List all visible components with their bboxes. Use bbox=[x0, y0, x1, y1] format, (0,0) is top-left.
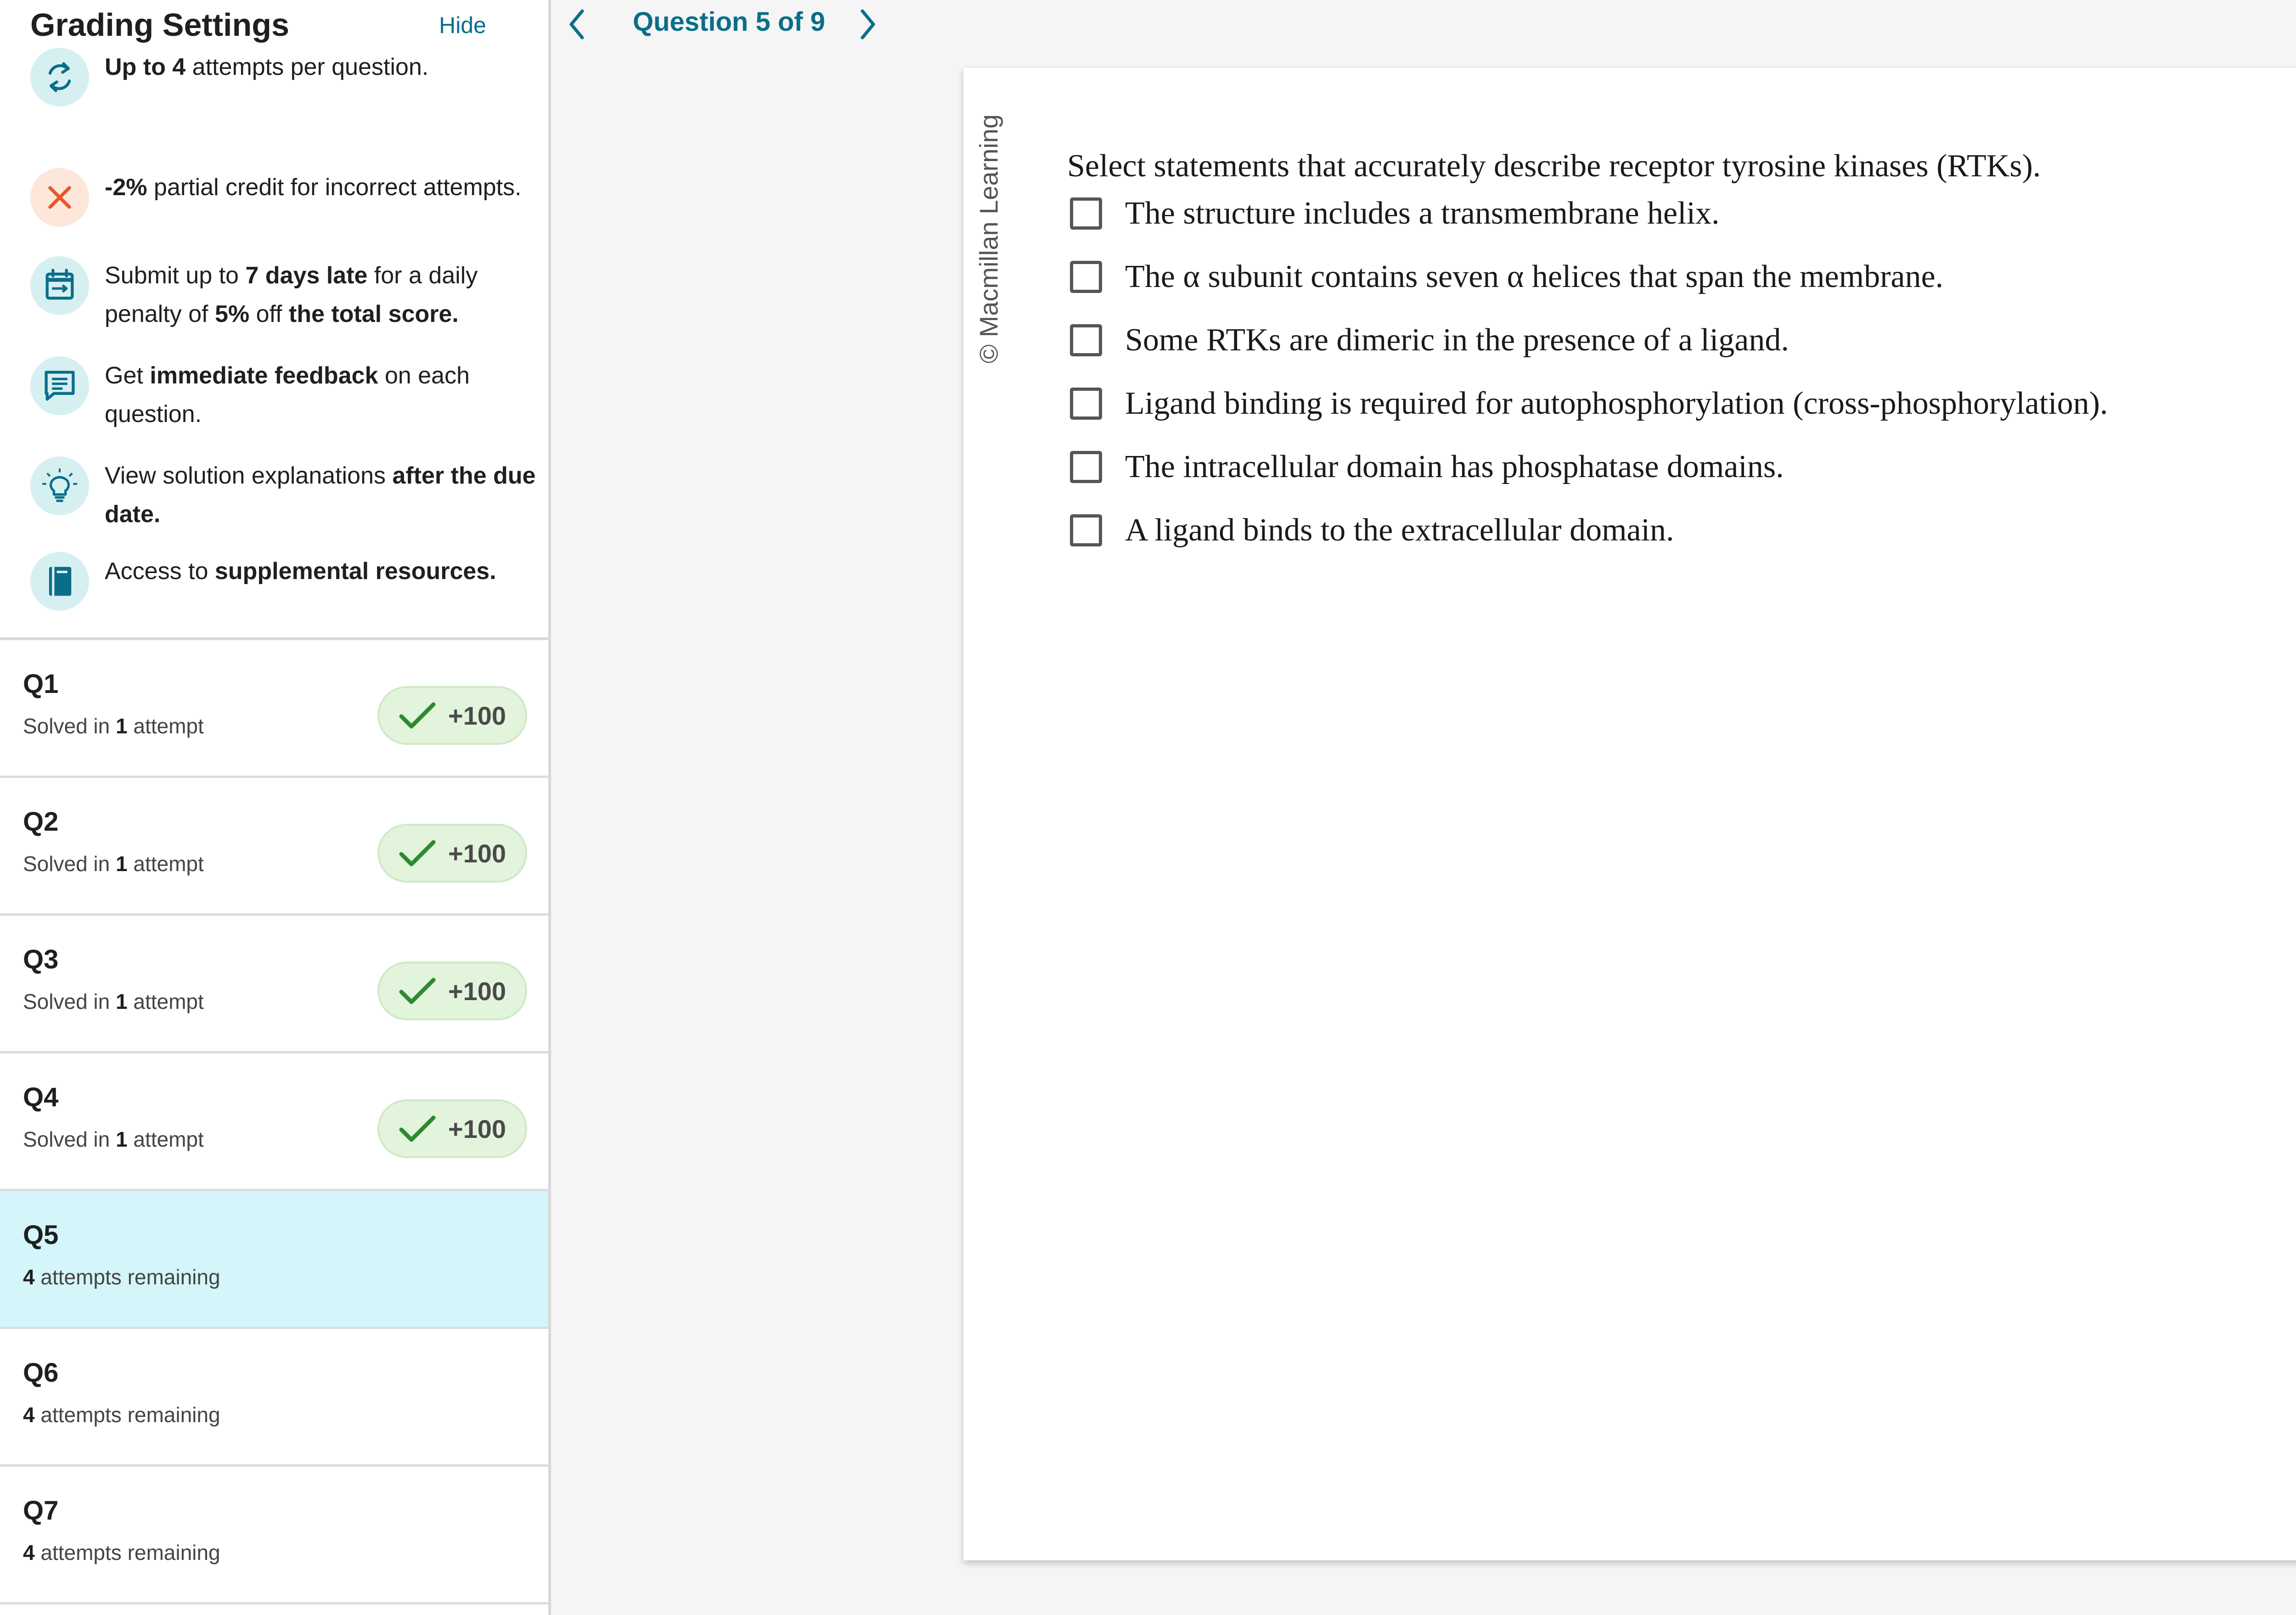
question-status-text: attempts remaining bbox=[34, 1403, 220, 1427]
feedback-icon bbox=[40, 366, 79, 405]
x-icon bbox=[40, 178, 79, 217]
question-status-text: Solved in bbox=[23, 1127, 116, 1151]
question-status bbox=[23, 1127, 204, 1152]
question-label: Q2 bbox=[23, 807, 59, 837]
question-status-count: 1 bbox=[116, 990, 128, 1013]
answer-option-text: A ligand binds to the extracellular domain. bbox=[1125, 512, 1674, 548]
answer-option-text: Some RTKs are dimeric in the presence of a ligand. bbox=[1125, 322, 1789, 358]
previous-question-button[interactable] bbox=[564, 4, 590, 45]
question-status-text: attempt bbox=[127, 1127, 204, 1151]
setting-text-part: Submit up to bbox=[105, 262, 246, 289]
question-list-item-q5[interactable] bbox=[0, 1191, 548, 1329]
grading-setting-4 bbox=[30, 356, 535, 448]
question-label: Q4 bbox=[23, 1082, 59, 1112]
question-status bbox=[23, 851, 204, 876]
answer-option-text: The intracellular domain has phosphatase domains. bbox=[1125, 449, 1784, 484]
setting-icon-badge bbox=[30, 456, 89, 515]
question-list-item-q1[interactable] bbox=[0, 640, 548, 778]
answer-option-text: The α subunit contains seven α helices that span the membrane. bbox=[1125, 259, 1944, 294]
checkmark-icon bbox=[399, 976, 436, 1006]
sidebar bbox=[0, 0, 551, 1615]
question-label: Q6 bbox=[23, 1358, 59, 1388]
setting-text bbox=[105, 48, 536, 86]
question-status-count: 1 bbox=[116, 852, 128, 876]
copyright-text: © Macmillan Learning bbox=[974, 114, 1003, 364]
setting-text-bold: the total score. bbox=[288, 301, 459, 327]
setting-text-bold: -2% bbox=[105, 174, 147, 201]
answer-checkbox[interactable] bbox=[1070, 388, 1102, 420]
answer-option-text: Ligand binding is required for autophosphorylation (cross-phosphorylation). bbox=[1125, 386, 2108, 421]
score-points: +100 bbox=[448, 838, 506, 868]
checkmark-icon bbox=[399, 838, 436, 868]
question-status-text: Solved in bbox=[23, 714, 116, 738]
score-badge bbox=[377, 1099, 527, 1158]
setting-text-bold: 5% bbox=[214, 301, 250, 327]
setting-text-bold: 7 days late bbox=[245, 262, 368, 289]
question-status bbox=[23, 1265, 220, 1289]
question-label: Q3 bbox=[23, 945, 59, 974]
copyright-label bbox=[968, 101, 1009, 377]
question-status-count: 4 bbox=[23, 1403, 35, 1427]
next-question-button[interactable] bbox=[855, 4, 881, 45]
answer-option-text: The structure includes a transmembrane helix. bbox=[1125, 196, 1720, 231]
question-status-text: attempts remaining bbox=[34, 1265, 220, 1289]
score-points: +100 bbox=[448, 701, 506, 730]
setting-text-part: for a daily penalty of bbox=[105, 262, 478, 327]
question-status-text: attempt bbox=[127, 714, 204, 738]
setting-icon-badge bbox=[30, 168, 89, 227]
calendar-arrow-icon bbox=[40, 266, 79, 305]
question-status bbox=[23, 1540, 220, 1565]
setting-text-part: attempts per question. bbox=[186, 54, 429, 80]
question-list-item-q2[interactable] bbox=[0, 778, 548, 916]
answer-checkbox[interactable] bbox=[1070, 261, 1102, 293]
question-status-text: attempts remaining bbox=[34, 1541, 220, 1564]
setting-icon-badge bbox=[30, 256, 89, 315]
question-status-text: Solved in bbox=[23, 990, 116, 1013]
score-badge bbox=[377, 824, 527, 883]
question-status-count: 4 bbox=[23, 1541, 35, 1564]
setting-text-bold: supplemental resources. bbox=[214, 558, 496, 585]
grading-setting-6 bbox=[30, 552, 535, 644]
setting-text-part: off bbox=[249, 301, 289, 327]
grading-settings-title: Grading Settings bbox=[30, 7, 289, 43]
grading-setting-2 bbox=[30, 168, 535, 260]
question-status-count: 1 bbox=[116, 1127, 128, 1151]
lightbulb-icon bbox=[40, 467, 79, 505]
chevron-right-icon bbox=[859, 8, 877, 40]
score-badge bbox=[377, 962, 527, 1020]
setting-text-bold: after the due date. bbox=[105, 462, 536, 528]
question-list-item-q7[interactable] bbox=[0, 1467, 548, 1604]
score-badge bbox=[377, 686, 527, 745]
answer-checkbox[interactable] bbox=[1070, 451, 1102, 483]
question-status-text: Solved in bbox=[23, 852, 116, 876]
question-counter: Question 5 of 9 bbox=[633, 7, 825, 37]
question-status-text: attempt bbox=[127, 990, 204, 1013]
answer-option-2[interactable] bbox=[1070, 256, 1943, 298]
hide-settings-link[interactable]: Hide bbox=[439, 12, 486, 38]
question-status bbox=[23, 989, 204, 1014]
score-points: +100 bbox=[448, 976, 506, 1006]
question-status bbox=[23, 714, 204, 738]
refresh-icon bbox=[40, 58, 79, 96]
question-list-item-q6[interactable] bbox=[0, 1329, 548, 1467]
grading-setting-3 bbox=[30, 256, 535, 348]
setting-text-part: Get bbox=[105, 362, 150, 389]
grading-settings-header bbox=[0, 0, 548, 55]
question-label: Q1 bbox=[23, 669, 59, 699]
question-label: Q7 bbox=[23, 1496, 59, 1525]
question-list-item-q3[interactable] bbox=[0, 916, 548, 1053]
setting-text-part: Access to bbox=[105, 558, 215, 585]
setting-icon-badge bbox=[30, 552, 89, 611]
setting-text-part: partial credit for incorrect attempts. bbox=[147, 174, 522, 201]
question-status-count: 1 bbox=[116, 714, 128, 738]
setting-text bbox=[105, 552, 536, 591]
setting-text bbox=[105, 168, 536, 207]
answer-option-6[interactable] bbox=[1070, 510, 1674, 551]
setting-text-bold: Up to 4 bbox=[105, 54, 186, 80]
setting-text bbox=[105, 256, 536, 333]
setting-text bbox=[105, 456, 536, 534]
answer-checkbox[interactable] bbox=[1070, 514, 1102, 546]
book-icon bbox=[40, 562, 79, 601]
question-list-item-q4[interactable] bbox=[0, 1053, 548, 1191]
answer-option-1[interactable] bbox=[1070, 193, 1720, 234]
answer-checkbox[interactable] bbox=[1070, 324, 1102, 356]
question-label: Q5 bbox=[23, 1220, 59, 1250]
setting-icon-badge bbox=[30, 48, 89, 107]
checkmark-icon bbox=[399, 701, 436, 730]
setting-icon-badge bbox=[30, 356, 89, 415]
grading-setting-5 bbox=[30, 456, 535, 548]
setting-text bbox=[105, 356, 536, 433]
checkmark-icon bbox=[399, 1114, 436, 1143]
answer-option-3[interactable] bbox=[1070, 320, 1789, 361]
question-status bbox=[23, 1402, 220, 1427]
setting-text-part: View solution explanations bbox=[105, 462, 393, 489]
chevron-left-icon bbox=[568, 8, 586, 40]
question-status-text: attempt bbox=[127, 852, 204, 876]
answer-option-4[interactable] bbox=[1070, 383, 2108, 424]
question-status-count: 4 bbox=[23, 1265, 35, 1289]
score-points: +100 bbox=[448, 1114, 506, 1143]
grading-setting-1 bbox=[30, 48, 535, 140]
question-prompt: Select statements that accurately describe receptor tyrosine kinases (RTKs). bbox=[1067, 148, 2041, 184]
answer-option-5[interactable] bbox=[1070, 446, 1784, 488]
answer-checkbox[interactable] bbox=[1070, 197, 1102, 230]
setting-text-part: on each question. bbox=[105, 362, 470, 428]
setting-text-bold: immediate feedback bbox=[150, 362, 378, 389]
